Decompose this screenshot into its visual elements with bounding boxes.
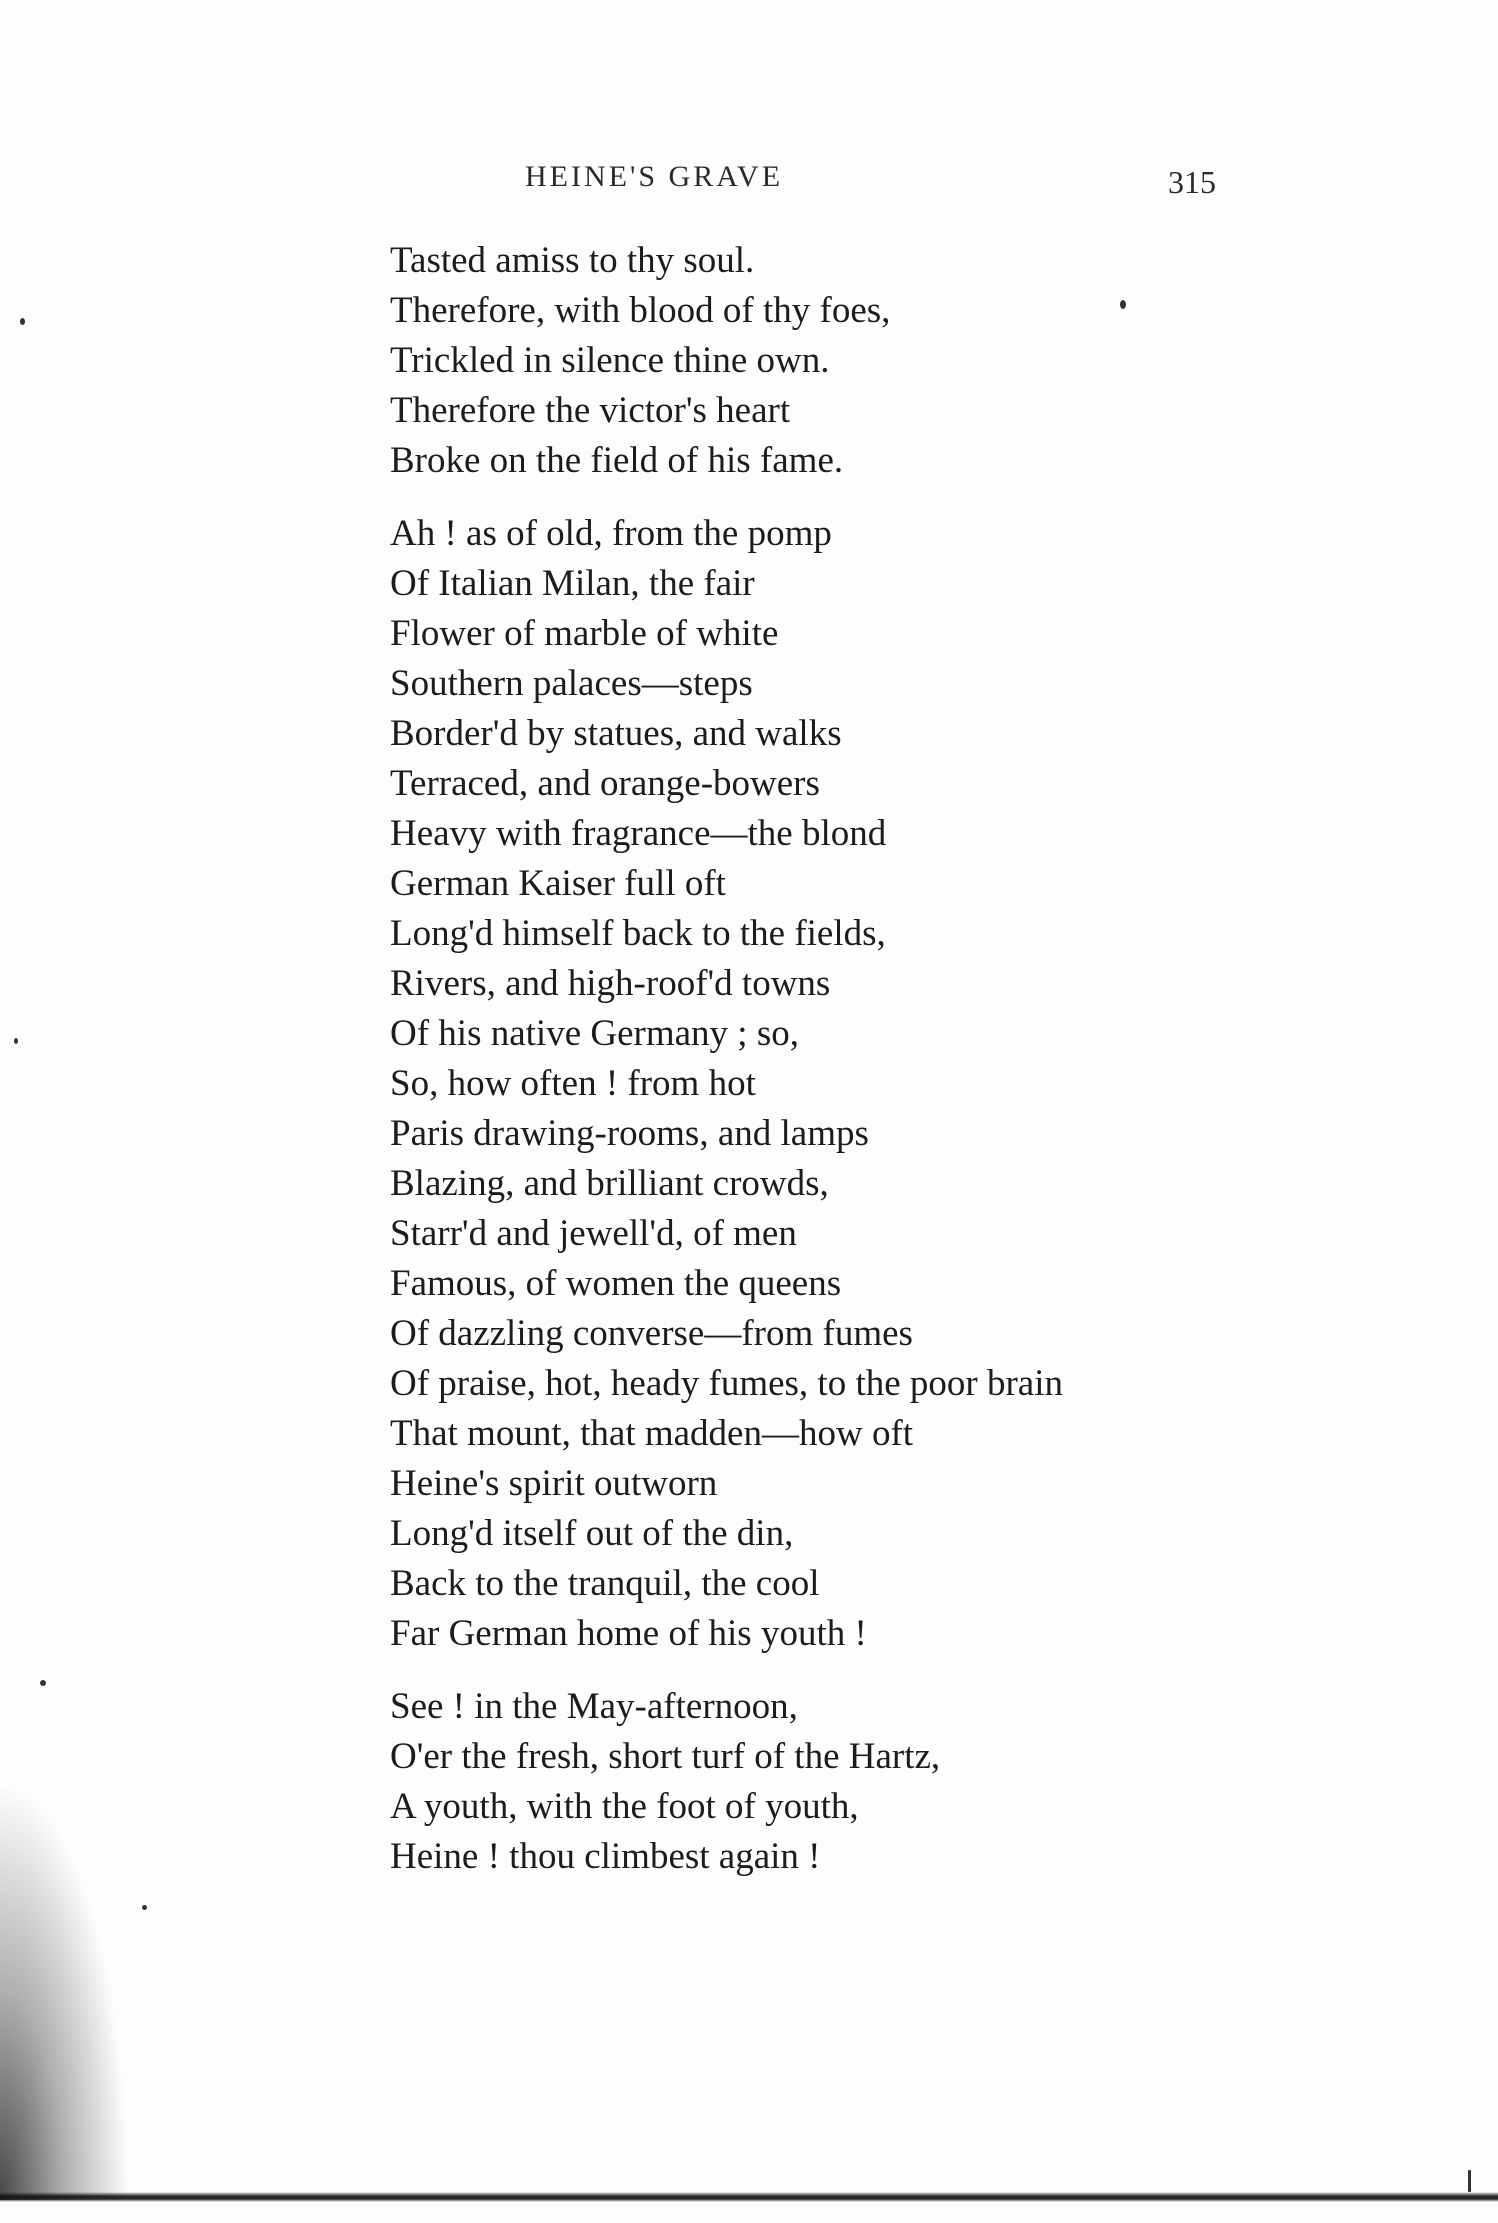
stanza bbox=[390, 1682, 1290, 1882]
poem-line: Long'd itself out of the din, bbox=[390, 1513, 794, 1554]
scan-shadow-bottom bbox=[0, 2192, 1498, 2202]
poem-line: So, how often ! from hot bbox=[390, 1063, 756, 1104]
poem-line: Trickled in silence thine own. bbox=[390, 340, 830, 381]
stanza bbox=[390, 509, 1290, 1659]
poem-line: Back to the tranquil, the cool bbox=[390, 1563, 820, 1604]
stanza bbox=[390, 236, 1290, 486]
poem-line: That mount, that madden—how oft bbox=[390, 1413, 914, 1454]
poem-line: Of Italian Milan, the fair bbox=[390, 563, 755, 604]
poem-line: Of his native Germany ; so, bbox=[390, 1013, 799, 1054]
poem-line: See ! in the May-afternoon, bbox=[390, 1686, 798, 1727]
poem-line: Therefore the victor's heart bbox=[390, 390, 791, 431]
poem-line: Terraced, and orange-bowers bbox=[390, 763, 820, 804]
scan-speck bbox=[1120, 300, 1126, 309]
scan-speck bbox=[142, 1905, 147, 1910]
poem-line: Long'd himself back to the fields, bbox=[390, 913, 886, 954]
scan-speck bbox=[40, 1680, 46, 1686]
poem-line: Of dazzling converse—from fumes bbox=[390, 1313, 913, 1354]
running-title: HEINE'S GRAVE bbox=[525, 160, 784, 193]
poem-line: Far German home of his youth ! bbox=[390, 1613, 867, 1654]
page-number: 315 bbox=[1168, 164, 1216, 200]
poem-body bbox=[390, 236, 1290, 1905]
poem-line: German Kaiser full oft bbox=[390, 863, 726, 904]
poem-line: Southern palaces—steps bbox=[390, 663, 753, 704]
poem-line: Blazing, and brilliant crowds, bbox=[390, 1163, 829, 1204]
scan-speck bbox=[20, 318, 25, 325]
poem-line: Paris drawing-rooms, and lamps bbox=[390, 1113, 869, 1154]
poem-line: O'er the fresh, short turf of the Hartz, bbox=[390, 1736, 941, 1777]
scan-speck bbox=[1468, 2170, 1471, 2192]
poem-line: A youth, with the foot of youth, bbox=[390, 1786, 859, 1827]
poem-line: Therefore, with blood of thy foes, bbox=[390, 290, 891, 331]
scan-shadow-left bbox=[0, 1780, 130, 2200]
poem-line: Border'd by statues, and walks bbox=[390, 713, 842, 754]
poem-line: Starr'd and jewell'd, of men bbox=[390, 1213, 797, 1254]
poem-line: Heine's spirit outworn bbox=[390, 1463, 718, 1504]
poem-line: Tasted amiss to thy soul. bbox=[390, 240, 755, 281]
poem-line: Flower of marble of white bbox=[390, 613, 779, 654]
poem-line: Heine ! thou climbest again ! bbox=[390, 1836, 821, 1877]
poem-line: Of praise, hot, heady fumes, to the poor brain bbox=[390, 1363, 1064, 1404]
running-head bbox=[0, 160, 1498, 200]
scan-speck bbox=[14, 1038, 18, 1044]
poem-line: Heavy with fragrance—the blond bbox=[390, 813, 887, 854]
poem-line: Ah ! as of old, from the pomp bbox=[390, 513, 832, 554]
poem-line: Rivers, and high-roof'd towns bbox=[390, 963, 831, 1004]
poem-line: Famous, of women the queens bbox=[390, 1263, 842, 1304]
poem-line: Broke on the field of his fame. bbox=[390, 440, 844, 481]
